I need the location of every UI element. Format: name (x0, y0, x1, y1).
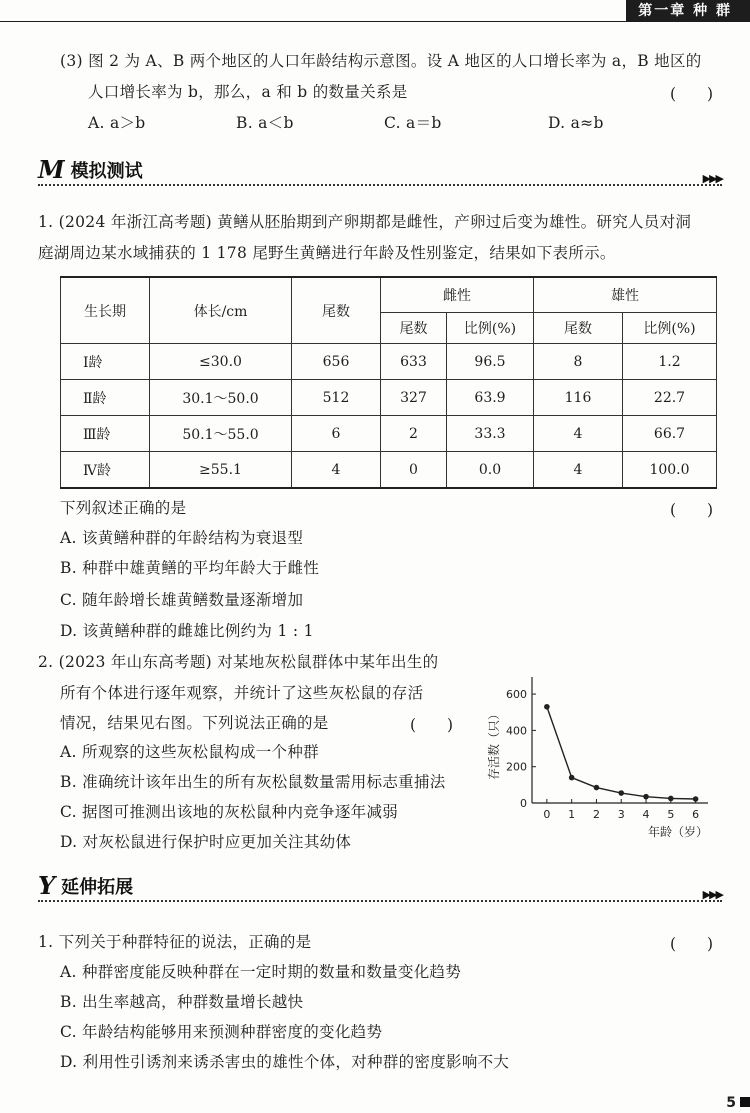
th-length: 体长/cm (150, 277, 292, 344)
eel-data-table (60, 276, 717, 489)
q3-option-d: D. a≈b (548, 114, 604, 132)
q1-option-c: C. 随年龄增长雄黄鳝数量逐渐增加 (60, 591, 304, 609)
table-row (61, 452, 717, 489)
cell: 66.7 (623, 416, 717, 452)
q1-option-b: B. 种群中雄黄鳝的平均年龄大于雌性 (60, 559, 320, 577)
q3-paren: ( ) (670, 85, 714, 103)
cell: 327 (381, 380, 447, 416)
x-tick-label: 4 (642, 808, 650, 821)
x-tick-label: 0 (543, 808, 551, 821)
cell: 116 (534, 380, 623, 416)
cell: 22.7 (623, 380, 717, 416)
cell: 4 (534, 416, 623, 452)
q2-option-a: A. 所观察的这些灰松鼠构成一个种群 (60, 743, 319, 761)
th-stage: 生长期 (61, 277, 150, 344)
data-point (643, 794, 649, 800)
x-tick-label: 5 (667, 808, 675, 821)
section-divider (38, 184, 722, 186)
section-badge-icon: Y (38, 871, 56, 900)
header-rule (0, 21, 750, 22)
x-tick-label: 3 (617, 808, 625, 821)
cell: 100.0 (623, 452, 717, 489)
th-female-count: 尾数 (381, 313, 447, 344)
th-male-count: 尾数 (534, 313, 623, 344)
q2-line3: 情况，结果见右图。下列说法正确的是 (60, 714, 329, 732)
th-female: 雌性 (381, 277, 534, 313)
cell: 8 (534, 344, 623, 380)
x-tick-label: 6 (692, 808, 700, 821)
table-row (61, 380, 717, 416)
data-point (618, 790, 624, 796)
cell: 0 (381, 452, 447, 489)
q1-line1: 1. (2024 年浙江高考题) 黄鳝从胚胎期到产卵期都是雌性，产卵过后变为雄性。研究人员对洞 (38, 213, 692, 231)
cell: ≥55.1 (150, 452, 292, 489)
table-row (61, 344, 717, 380)
q2-option-d: D. 对灰松鼠进行保护时应更加关注其幼体 (60, 833, 352, 851)
q2-option-b: B. 准确统计该年出生的所有灰松鼠数量需用标志重捕法 (60, 773, 446, 791)
q4-option-a: A. 种群密度能反映种群在一定时期的数量和数量变化趋势 (60, 963, 462, 981)
page-number: 5 (726, 1095, 736, 1111)
q4-stem: 1. 下列关于种群特征的说法，正确的是 (38, 933, 312, 951)
cell: 633 (381, 344, 447, 380)
q3-option-b: B. a＜b (236, 114, 294, 132)
q1-paren: ( ) (670, 501, 714, 519)
q4-paren: ( ) (670, 935, 714, 953)
cell: 50.1～55.0 (150, 416, 292, 452)
y-tick-label: 0 (520, 797, 527, 810)
q4-option-b: B. 出生率越高，种群数量增长越快 (60, 993, 304, 1011)
q2-line2: 所有个体进行逐年观察，并统计了这些灰松鼠的存活 (60, 684, 424, 702)
cell: 30.1～50.0 (150, 380, 292, 416)
survival-line (547, 707, 696, 799)
q4-option-c: C. 年龄结构能够用来预测种群密度的变化趋势 (60, 1023, 383, 1041)
q3-option-a: A. a＞b (88, 114, 146, 132)
q4-option-d: D. 利用性引诱剂来诱杀害虫的雄性个体，对种群的密度影响不大 (60, 1053, 510, 1071)
cell: Ⅰ龄 (61, 344, 150, 380)
cell: 0.0 (447, 452, 534, 489)
cell: ≤30.0 (150, 344, 292, 380)
cell: Ⅱ龄 (61, 380, 150, 416)
cell: 6 (292, 416, 381, 452)
q3-line2: 人口增长率为 b，那么，a 和 b 的数量关系是 (88, 83, 408, 101)
x-tick-label: 2 (592, 808, 600, 821)
q1-line2: 庭湖周边某水域捕获的 1 178 尾野生黄鳝进行年龄及性别鉴定，结果如下表所示。 (38, 244, 616, 262)
q1-option-d: D. 该黄鳝种群的雌雄比例约为 1 : 1 (60, 622, 314, 640)
x-tick-label: 1 (568, 808, 576, 821)
q1-stem: 下列叙述正确的是 (60, 499, 187, 517)
th-count: 尾数 (292, 277, 381, 344)
q3-line1: (3) 图 2 为 A、B 两个地区的人口年龄结构示意图。设 A 地区的人口增长率为 a，B 地区的 (60, 52, 702, 70)
section-extension (38, 873, 133, 899)
cell: 63.9 (447, 380, 534, 416)
y-tick-label: 200 (506, 760, 527, 774)
q2-line1: 2. (2023 年山东高考题) 对某地灰松鼠群体中某年出生的 (38, 653, 439, 671)
q2-paren: ( ) (410, 716, 454, 734)
cell: Ⅲ龄 (61, 416, 150, 452)
th-female-ratio: 比例(%) (447, 313, 534, 344)
chapter-header: 第一章 种 群 (626, 0, 750, 22)
q2-option-c: C. 据图可推测出该地的灰松鼠种内竞争逐年减弱 (60, 803, 399, 821)
cell: 33.3 (447, 416, 534, 452)
page-marker (740, 1097, 750, 1107)
y-axis-label: 存活数（只） (487, 707, 501, 781)
cell: 656 (292, 344, 381, 380)
survival-chart (470, 665, 730, 845)
data-point (569, 775, 575, 781)
q3-option-c: C. a＝b (384, 114, 442, 132)
triple-arrow-icon: ▶▶▶ (702, 172, 722, 185)
th-male-ratio: 比例(%) (623, 313, 717, 344)
cell: 1.2 (623, 344, 717, 380)
cell: 4 (534, 452, 623, 489)
q1-option-a: A. 该黄鳝种群的年龄结构为衰退型 (60, 529, 304, 547)
data-point (693, 796, 699, 802)
section-mock-test (38, 157, 143, 183)
data-point (594, 785, 600, 791)
cell: 512 (292, 380, 381, 416)
cell: 96.5 (447, 344, 534, 380)
data-point (544, 704, 550, 710)
cell: 2 (381, 416, 447, 452)
x-axis-label: 年龄（岁） (648, 825, 709, 839)
th-male: 雄性 (534, 277, 717, 313)
table-row (61, 416, 717, 452)
y-tick-label: 600 (506, 688, 527, 702)
y-tick-label: 400 (506, 724, 527, 738)
section-title: 模拟测试 (70, 161, 143, 182)
cell: Ⅳ龄 (61, 452, 150, 489)
cell: 4 (292, 452, 381, 489)
data-point (668, 796, 674, 802)
section-badge-icon: M (38, 155, 65, 184)
triple-arrow-icon: ▶▶▶ (702, 888, 722, 901)
section-title: 延伸拓展 (61, 877, 134, 898)
section-divider (38, 900, 722, 902)
